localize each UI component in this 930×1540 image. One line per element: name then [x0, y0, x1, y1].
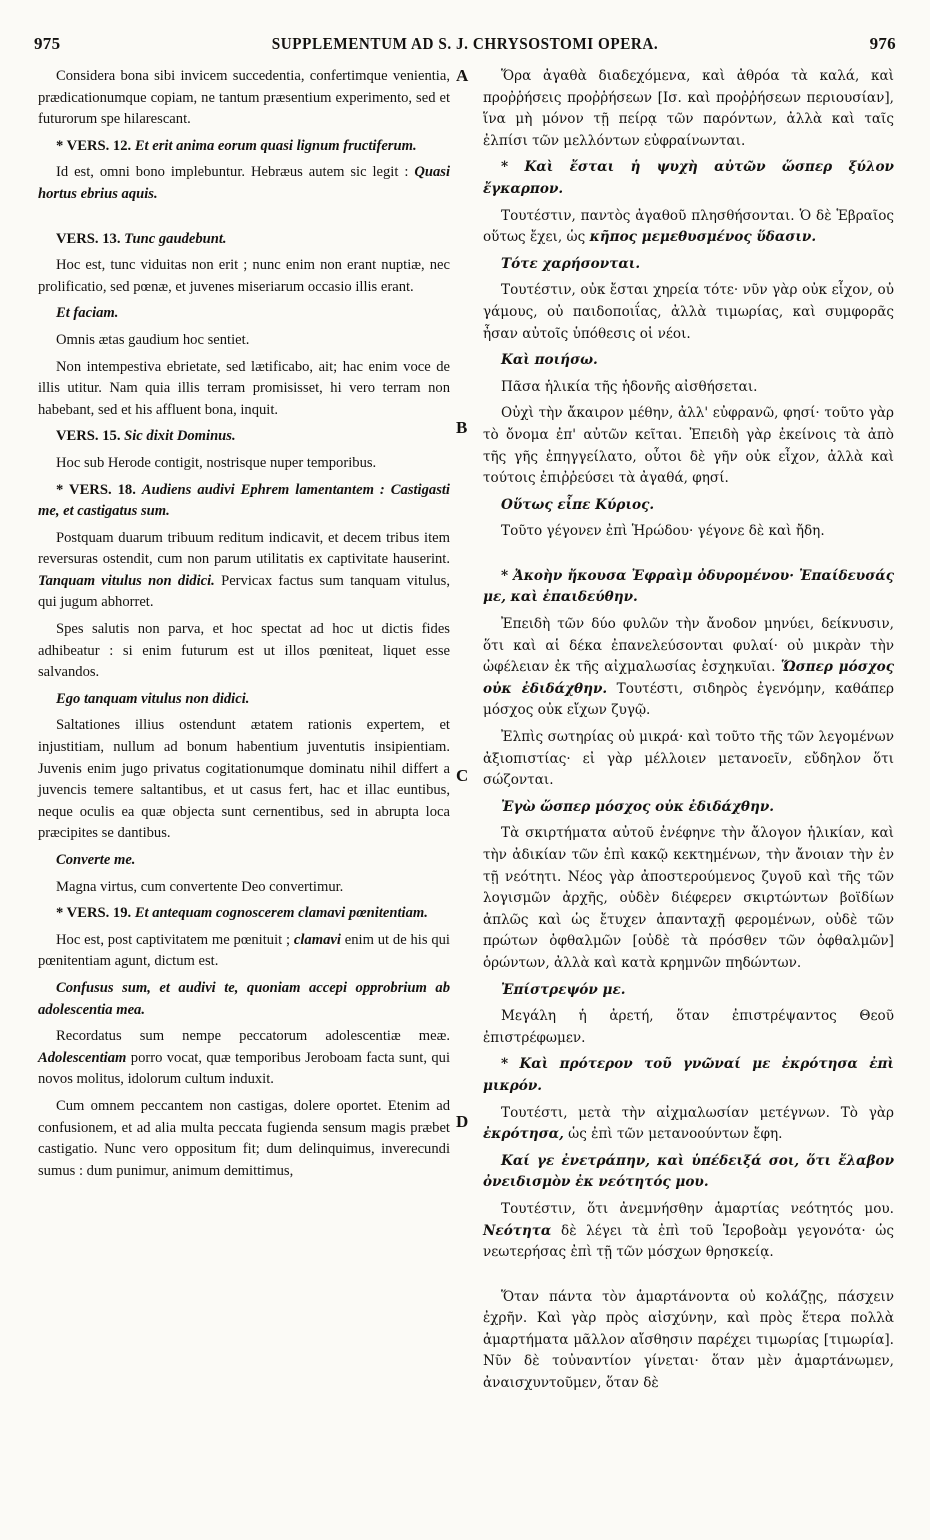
running-header: [34, 34, 896, 60]
latin-paragraph: Omnis ætas gaudium hoc sentiet.: [56, 331, 250, 348]
latin-column: [38, 66, 450, 1187]
greek-paragraph: Ὅταν πάντα τὸν ἁμαρτάνοντα οὐ κολάζῃς, πάσχειν ἐχρῆν. Καὶ γὰρ πρὸς αἰσχύνην, καὶ πρὸς ἕτερα πολλὰ ἁμαρτήματα μᾶλλον αἴσθησιν παρέχει τιμωρίας [τιμωρία]. Νῦν δὲ τοὐναντίον γίνεται· ὅταν μὲν ἁμαρτάνωμεν, ἀναισχυντοῦμεν, ὅταν δὲ: [483, 1288, 894, 1392]
greek-paragraph: Ἐλπὶς σωτηρίας οὐ μικρά· καὶ τοῦτο τῆς τῶν λεγομένων ἀξιοπιστίας· εἰ γὰρ μέλλοιεν μετανοεῖν, εὔδηλον ὅτι σώζονται.: [483, 729, 894, 789]
latin-paragraph: Spes salutis non parva, et hoc spectat ad hoc ut dictis fides adhibeatur : si enim futurum est ut illos pœniteat, liquet esse salvandos.: [38, 621, 450, 681]
greek-lemma: Καί γε ἐνετράπην, καὶ ὑπέδειξά σοι, ὅτι ἔλαβον ὀνειδισμὸν ἐκ νεότητός μου.: [483, 1152, 894, 1191]
latin-verse-15: VERS. 15. Sic dixit Dominus.: [56, 428, 236, 445]
greek-lemma: Ἐπίστρεψόν με.: [501, 981, 626, 998]
greek-paragraph: Τὰ σκιρτήματα αὐτοῦ ἐνέφηνε τὴν ἄλογον ἡλικίαν, καὶ τὴν ἀδικίαν τῶν ἐπὶ κακῷ κεκτημένων, τὴν ἄνοιαν τὴν ἐν τῇ νεότητι. Νέος γὰρ ἀποστερούμενος ζυγοῦ καὶ τῆς τῶν λογισμῶν ἀρχῆς, οὐδὲν διέφερεν σκιρτώντων βοϊδίων ἁπλῶς καὶ ὡς ἔτυχεν ἀπανταχῇ φερομένων, οὐδὲ τῶν πρώτων ὀφθαλμῶν [οὐδὲ τὰ πρόσθεν τῶν ὀφθαλμῶν] ὁρώντων, ἀλλὰ καὶ κατὰ κρημνῶν πηδώντων.: [483, 825, 894, 971]
latin-paragraph: Hoc est, tunc viduitas non erit ; nunc enim non erant nuptiæ, nec prolificatio, sed pœnæ, et juvenes miseriarum occasio illis erant.: [38, 257, 450, 295]
latin-lemma: Converte me.: [56, 852, 136, 868]
spacer: [483, 548, 894, 566]
greek-paragraph: Ὅρα ἀγαθὰ διαδεχόμενα, καὶ ἀθρόα τὰ καλά, καὶ προῤῥήσεις προῤῥήσεων [Ισ. καὶ προῤῥήσεων περιουσίαν], ἵνα μὴ μόνον τῇ πείρᾳ τῶν παρόντων, ἀλλὰ καὶ ταῖς ἐλπίσι τῶν μελλόντων εὐφραίνωνται.: [483, 68, 894, 149]
greek-lemma: * Καὶ πρότερον τοῦ γνῶναί με ἐκρότησα ἐπὶ μικρόν.: [483, 1056, 894, 1094]
left-page-number: 975: [34, 34, 61, 53]
latin-paragraph: Id est, omni bono implebuntur. Hebræus autem sic legit : Quasi hortus ebrius aquis.: [38, 164, 450, 202]
greek-lemma: Ἐγὼ ὥσπερ μόσχος οὐκ ἐδιδάχθην.: [501, 798, 775, 815]
greek-paragraph: Μεγάλη ἡ ἀρετή, ὅταν ἐπιστρέψαντος Θεοῦ ἐπιστρέφωμεν.: [483, 1008, 894, 1046]
greek-lemma: Τότε χαρήσονται.: [501, 255, 641, 272]
greek-lemma: Καὶ ποιήσω.: [501, 352, 598, 369]
margin-marker-a: A: [456, 66, 469, 85]
greek-lemma: Οὕτως εἶπε Κύριος.: [501, 496, 655, 513]
latin-paragraph: Non intempestiva ebrietate, sed lætificabo, ait; hac enim voce de illis utitur. Nam quia illis terram promisisset, hi vero terram non habebant, sed et his affluent bona, inquit.: [38, 358, 450, 418]
greek-lemma: * Ἀκοὴν ἤκουσα Ἐφραὶμ ὀδυρομένου· Ἐπαίδευσάς με, καὶ ἐπαιδεύθην.: [483, 567, 894, 606]
latin-paragraph: Magna virtus, cum convertente Deo convertimur.: [56, 878, 344, 895]
latin-verse-18: * VERS. 18. Audiens audivi Ephrem lamentantem : Castigasti me, et castigatus sum.: [38, 481, 450, 520]
greek-paragraph: Πᾶσα ἡλικία τῆς ἡδονῆς αἰσθήσεται.: [501, 378, 758, 395]
greek-column: [483, 66, 894, 1400]
margin-marker-b: B: [456, 418, 468, 437]
latin-verse-13: VERS. 13. Tunc gaudebunt.: [56, 230, 227, 247]
latin-verse-12: * VERS. 12. Et erit anima eorum quasi lignum fructiferum.: [56, 137, 417, 154]
latin-paragraph: Recordatus sum nempe peccatorum adolescentiæ meæ. Adolescentiam porro vocat, quæ temporibus Jeroboam facta sunt, qui novos molitus, idolorum cultum induxit.: [38, 1028, 450, 1088]
latin-paragraph: Cum omnem peccantem non castigas, dolere oportet. Etenim ad confusionem, et ad alia multa peccata fugienda sensum magis præbet castigatio. Nunc vero oppositum fit; dum delinquimus, inverecundi sumus : dum punimur, animum demittimus,: [38, 1097, 450, 1179]
greek-paragraph: Τουτέστιν, παντὸς ἀγαθοῦ πλησθήσονται. Ὁ δὲ Ἑβραῖος οὕτως ἔχει, ὡς κῆπος μεμεθυσμένος ὕδασιν.: [483, 207, 894, 246]
margin-marker-d: D: [456, 1112, 469, 1131]
latin-lemma: Ego tanquam vitulus non didici.: [56, 690, 250, 707]
greek-paragraph: Οὐχὶ τὴν ἄκαιρον μέθην, ἀλλ' εὐφρανῶ, φησί· τοῦτο γὰρ τὸ ὄνομα ἐπ' αὐτῶν κεῖται. Ἐπειδὴ γὰρ ἐκείνοις τὰ ἀπὸ τῆς γῆς ἐπηγγείλατο, οὗτοι δὲ γῆν οὐκ εἶχον, ἀλλὰ καὶ τούτοις ἐπιῤῥεύσει τὰ ἀγαθά, φησί.: [483, 405, 894, 487]
greek-paragraph: Τοῦτο γέγονεν ἐπὶ Ἡρώδου· γέγονε δὲ καὶ ἤδη.: [501, 523, 825, 540]
latin-paragraph: Hoc sub Herode contigit, nostrisque nuper temporibus.: [56, 454, 377, 471]
greek-paragraph: Τουτέστι, μετὰ τὴν αἰχμαλωσίαν μετέγνων. Τὸ γὰρ ἐκρότησα, ὡς ἐπὶ τῶν μετανοούντων ἔφη.: [483, 1104, 894, 1143]
running-title: SUPPLEMENTUM AD S. J. CHRYSOSTOMI OPERA.: [271, 34, 659, 53]
right-page-number: 976: [869, 34, 896, 53]
spacer: [483, 1269, 894, 1287]
latin-paragraph: Considera bona sibi invicem succedentia, confertimque venientia, prædicationumque copiam, ne tantum præsentium experimento, sed et futurorum spe hilarescant.: [38, 68, 450, 128]
latin-paragraph: Postquam duarum tribuum reditum indicavit, et decem tribus item reversuras ostendit, cum non parum utilitatis ex captivitate hauserint. Tanquam vitulus non didici. Pervicax factus sum tanquam vitulus, qui jugum abhorret.: [38, 529, 450, 611]
greek-lemma: * Καὶ ἔσται ἡ ψυχὴ αὐτῶν ὥσπερ ξύλον ἔγκαρπον.: [483, 159, 894, 197]
latin-lemma: Et faciam.: [56, 305, 119, 322]
latin-paragraph: Hoc est, post captivitatem me pœnituit ; clamavi enim ut de his qui pœnitentiam agunt, dictum est.: [38, 931, 450, 970]
greek-paragraph: Τουτέστιν, οὐκ ἔσται χηρεία τότε· νῦν γὰρ οὐκ εἶχον, οὐ γάμους, οὐ παιδοποιΐας, ἀλλὰ τιμωρίας, καὶ συμφορᾶς ἦσαν αὐτοῖς ὑπόθεσις οἱ νέοι.: [483, 282, 894, 342]
greek-paragraph: Τουτέστιν, ὅτι ἀνεμνήσθην ἁμαρτίας νεότητός μου. Νεότητα δὲ λέγει τὰ ἐπὶ τοῦ Ἱεροβοὰμ γεγονότα· ὡς νεωτερήσας ἐπὶ τῇ τῶν μόσχων θρησκείᾳ.: [483, 1200, 894, 1261]
latin-lemma: Confusus sum, et audivi te, quoniam accepi opprobrium ab adolescentia mea.: [38, 979, 450, 1018]
latin-verse-19: * VERS. 19. Et antequam cognoscerem clamavi pœnitentiam.: [56, 905, 428, 922]
greek-paragraph: Ἐπειδὴ τῶν δύο φυλῶν τὴν ἄνοδον μηνύει, δείκνυσιν, ὅτι καὶ αἱ δέκα ἐπανελεύσονται φυλαί· οὐ μικρὰν τὴν ὠφέλειαν ἐκ τῆς αἰχμαλωσίας ἐσχηκυῖαι. Ὥσπερ μόσχος οὐκ ἐδιδάχθην. Τουτέστι, σιδηρὸς ἐγενόμην, καθάπερ μόσχος οὐκ εἴχων ζυγῷ.: [483, 616, 895, 719]
spacer: [38, 211, 450, 229]
margin-marker-c: C: [456, 766, 469, 785]
latin-paragraph: Saltationes illius ostendunt ætatem rationis expertem, et injustitiam, nullum ad bonum habentium juventutis insipientiam. Juvenis enim jugo privatus cogitationumque dominatu nihil differt a juvencis temere saltantibus, et ut casus fert, hac et illac euntibus, neque oculis ea quæ objecta sunt cernentibus, sed in abrupta loca præcipites se dantibus.: [38, 717, 450, 842]
